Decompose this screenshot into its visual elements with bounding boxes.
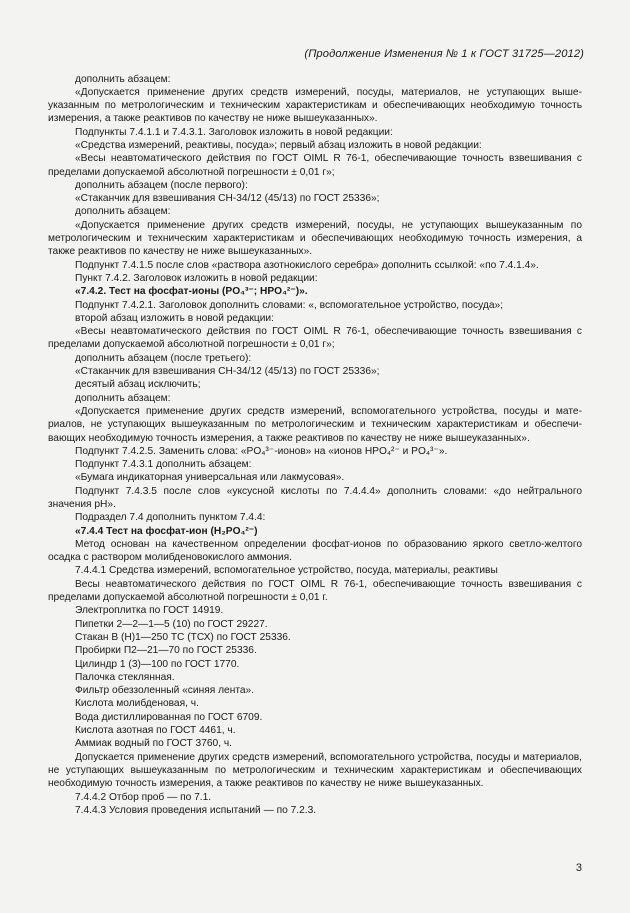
- paragraph: «Стаканчик для взвешивания СН-34/12 (45/13) по ГОСТ 25336»;: [75, 366, 380, 378]
- paragraph: дополнить абзацем (после первого):: [75, 179, 248, 191]
- paragraph: «Допускается применение других средств измерений, посуды, материалов, не уступающих вышеуказанным по метрологическим и техническим характеристикам и обеспечивающих необходимую точность измерения, а также реактивов по качеству не ниже вышеуказанных».: [48, 86, 582, 125]
- paragraph: «Весы неавтоматического действия по ГОСТ OIML R 76-1, обеспечивающие точность взвешивания с пределами допускаемой абсолютной погрешности ± 0,01 г»;: [48, 326, 582, 351]
- paragraph: Подпункт 7.4.2.1. Заголовок дополнить словами: «, вспомогательное устройство, посуда»;: [75, 299, 504, 311]
- paragraph: «Стаканчик для взвешивания СН-34/12 (45/13) по ГОСТ 25336»;: [75, 193, 380, 205]
- paragraph: Электроплитка по ГОСТ 14919.: [75, 605, 224, 617]
- paragraph: дополнить абзацем:: [75, 392, 171, 404]
- paragraph: Подраздел 7.4 дополнить пунктом 7.4.4:: [75, 512, 266, 524]
- page-number: 3: [575, 862, 582, 874]
- paragraph: Метод основан на качественном определении фосфат-ионов по образованию яркого светло-желтого осадка с раствором молибденовокислого аммония.: [48, 538, 582, 564]
- paragraph: Цилиндр 1 (3)—100 по ГОСТ 1770.: [75, 658, 240, 670]
- paragraph: Стакан В (Н)1—250 ТС (ТСХ) по ГОСТ 25336.: [75, 631, 291, 643]
- paragraph: «Весы неавтоматического действия по ГОСТ OIML R 76-1, обеспечивающие точность взвешивания с пределами допускаемой абсолютной погрешности ± 0,01 г»;: [48, 153, 582, 178]
- paragraph: Подпункт 7.4.2.5. Заменить слова: «PO₄³⁻-ионов» на «ионов HPO₄²⁻ и PO₄³⁻».: [75, 445, 448, 457]
- paragraph: Фильтр обеззоленный «синяя лента».: [75, 685, 255, 697]
- paragraph: «7.4.4 Тест на фосфат-ион (H₂PO₄²⁻): [75, 525, 258, 537]
- paragraph: второй абзац изложить в новой редакции:: [75, 312, 274, 324]
- paragraph: Весы неавтоматического действия по ГОСТ OIML R 76-1, обеспечивающие точность взвешивания с пределами допускаемой абсолютной погрешности ± 0,01 г.: [48, 578, 582, 604]
- paragraph: дополнить абзацем:: [75, 73, 171, 85]
- paragraph: Аммиак водный по ГОСТ 3760, ч.: [75, 738, 233, 750]
- paragraph: десятый абзац исключить;: [75, 379, 201, 391]
- paragraph: «Средства измерений, реактивы, посуда»; первый абзац изложить в новой редакции:: [75, 139, 482, 151]
- paragraph: Подпункт 7.4.3.1 дополнить абзацем:: [75, 459, 252, 471]
- paragraph: 7.4.4.3 Условия проведения испытаний — по 7.2.3.: [75, 804, 317, 816]
- paragraph: дополнить абзацем (после третьего):: [75, 352, 252, 364]
- paragraph: Пункт 7.4.2. Заголовок изложить в новой редакции:: [75, 272, 318, 284]
- paragraph: «Допускается применение других средств измерений, вспомогательного устройства, посуды и материалов, не уступающих вышеуказанным по метрологическим и техническим характеристикам и обеспечивающих необходимую точность измерения, а также реактивов по качеству не ниже вышеуказанных».: [48, 405, 582, 444]
- paragraph: Подпункт 7.4.3.5 после слов «уксусной кислоты по 7.4.4.4» дополнить словами: «до нейтрального значения pH».: [48, 485, 582, 510]
- paragraph: Допускается применение других средств измерений, вспомогательного устройства, посуды и материалов, не уступающих вышеуказанным по метрологическим и техническим характеристикам и обеспечивающих необходимую точность измерения, а также реактивов по качеству не ниже вышеуказанных.: [48, 751, 582, 790]
- paragraph: Вода дистиллированная по ГОСТ 6709.: [75, 711, 263, 723]
- paragraph: Пробирки П2—21—70 по ГОСТ 25336.: [75, 645, 257, 657]
- paragraph: Подпункты 7.4.1.1 и 7.4.3.1. Заголовок изложить в новой редакции:: [75, 126, 393, 138]
- paragraph: Кислота молибденовая, ч.: [75, 698, 199, 710]
- paragraph: «Допускается применение других средств измерений, посуды, не уступающих вышеуказанным по метрологическим и техническим характеристикам и обеспечивающих необходимую точность измерения, а также реактивов по качеству не ниже вышеуказанных».: [48, 219, 582, 258]
- paragraph: Пипетки 2—2—1—5 (10) по ГОСТ 29227.: [75, 618, 268, 630]
- running-header: (Продолжение Изменения № 1 к ГОСТ 31725—2012): [304, 48, 584, 60]
- paragraph: Палочка стеклянная.: [75, 671, 175, 683]
- paragraph: 7.4.4.1 Средства измерений, вспомогательное устройство, посуда, материалы, реактивы: [75, 565, 498, 577]
- paragraph: Кислота азотная по ГОСТ 4461, ч.: [75, 725, 236, 737]
- paragraph: Подпункт 7.4.1.5 после слов «раствора азотнокислого серебра» дополнить ссылкой: «по 7.4.1.4».: [75, 259, 539, 271]
- paragraph: 7.4.4.2 Отбор проб — по 7.1.: [75, 791, 212, 803]
- paragraph: «Бумага индикаторная универсальная или лакмусовая».: [75, 472, 345, 484]
- document-body: [48, 73, 582, 818]
- paragraph: «7.4.2. Тест на фосфат-ионы (PO₄³⁻; HPO₄²⁻)».: [75, 286, 308, 298]
- paragraph: дополнить абзацем:: [75, 206, 171, 218]
